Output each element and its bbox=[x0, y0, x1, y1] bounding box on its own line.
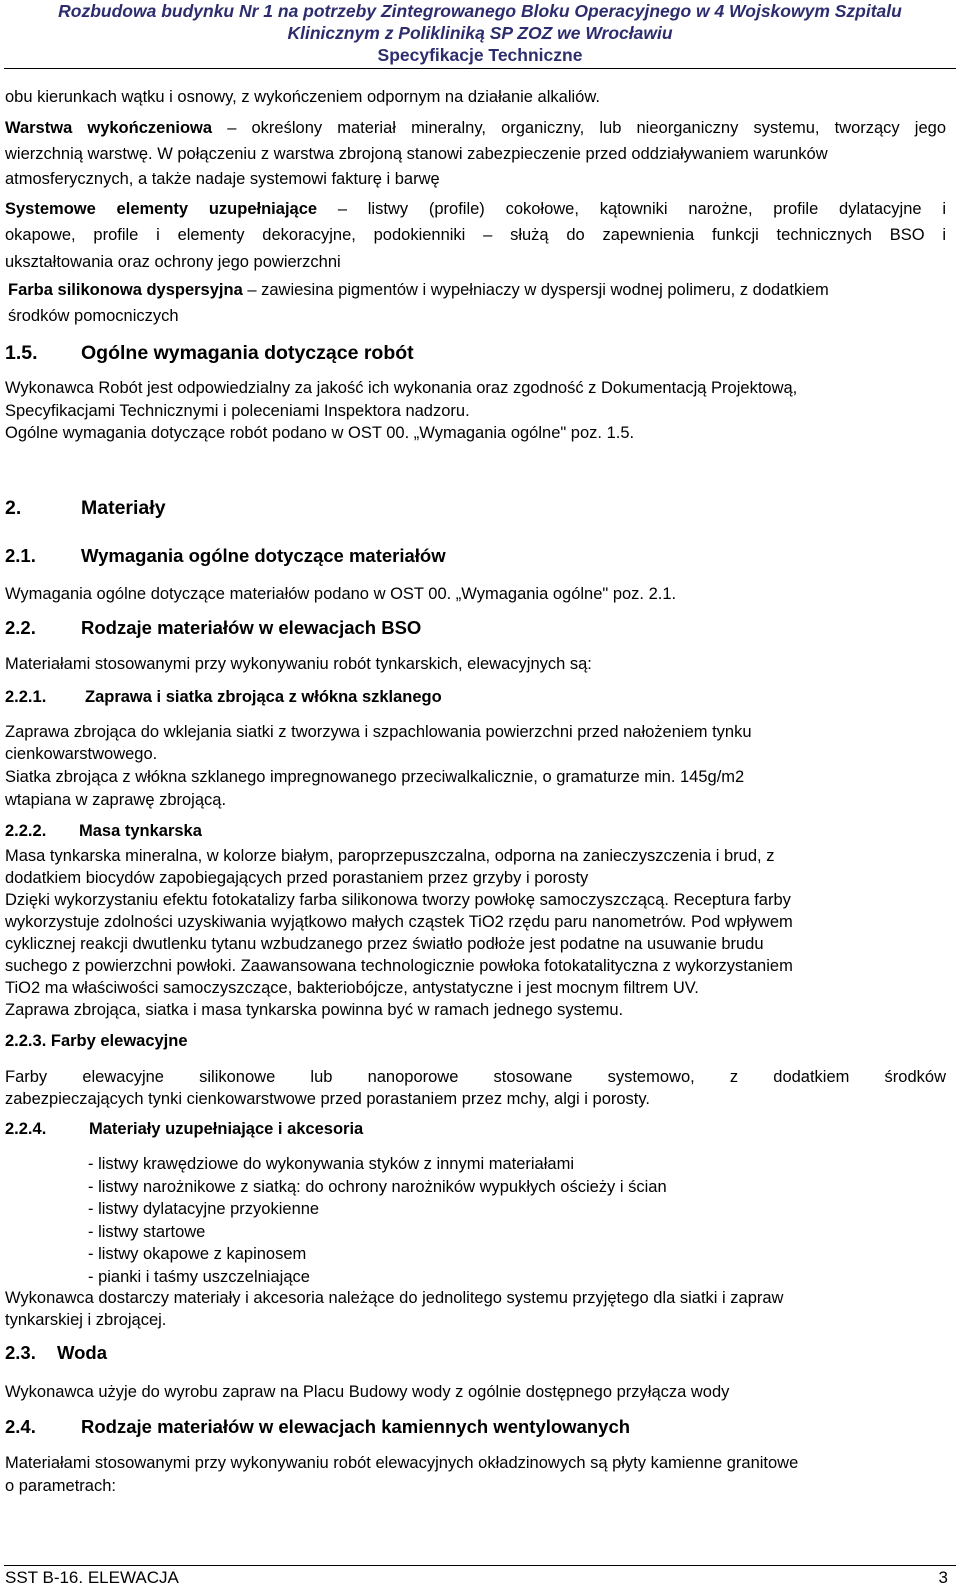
term: Systemowe elementy uzupełniające bbox=[5, 200, 318, 218]
section-number: 2.2.1. bbox=[5, 688, 47, 706]
list-item: - listwy okapowe z kapinosem bbox=[88, 1245, 307, 1263]
section-title: Masa tynkarska bbox=[79, 822, 202, 840]
list-item: - listwy krawędziowe do wykonywania styków z innymi materiałami bbox=[88, 1155, 574, 1173]
intro-line: obu kierunkach wątku i osnowy, z wykończeniem odpornym na działanie alkaliów. bbox=[5, 88, 600, 106]
definition-silicone-paint bbox=[8, 279, 829, 301]
section-title: Rodzaje materiałów w elewacjach kamiennych wentylowanych bbox=[81, 1416, 631, 1437]
paragraph-line: zabezpieczających tynki cienkowarstwowe przed porastaniem przez mchy, algi i porosty. bbox=[5, 1090, 650, 1108]
paragraph-line: Siatka zbrojąca z włókna szklanego impregnowanego przeciwalkalicznie, o gramaturze min. 145g/m2 bbox=[5, 768, 745, 786]
section-heading-2-2-3: 2.2.3. Farby elewacyjne bbox=[5, 1032, 188, 1050]
section-title: Wymagania ogólne dotyczące materiałów bbox=[81, 545, 446, 566]
section-number: 2.3. bbox=[5, 1342, 36, 1363]
section-number: 2.2.4. bbox=[5, 1120, 47, 1138]
paragraph-line: Farby elewacyjne silikonowe lub nanoporowe stosowane systemowo, z dodatkiem środków bbox=[5, 1068, 946, 1086]
term: Farba silikonowa dyspersyjna bbox=[8, 281, 243, 299]
section-heading-2-3 bbox=[5, 1342, 107, 1364]
section-heading-2-2-4 bbox=[5, 1120, 363, 1139]
list-item: - listwy startowe bbox=[88, 1222, 206, 1241]
section-heading-2 bbox=[5, 497, 166, 520]
accessories-list bbox=[88, 1153, 667, 1288]
paragraph-line: Ogólne wymagania dotyczące robót podano w OST 00. „Wymagania ogólne" poz. 1.5. bbox=[5, 424, 635, 442]
paragraph-line: cyklicznej reakcji dwutlenku tytanu wzbudzanego przez światło podłoże jest podatne na usuwanie brudu bbox=[5, 935, 764, 953]
section-title: Materiały uzupełniające i akcesoria bbox=[89, 1120, 364, 1138]
section-title: Ogólne wymagania dotyczące robót bbox=[81, 342, 414, 364]
paragraph-line: Wykonawca dostarczy materiały i akcesoria należące do jednolitego systemu przyjętego dla siatki i zapraw bbox=[5, 1289, 784, 1307]
paragraph-line: tynkarskiej i zbrojącej. bbox=[5, 1311, 167, 1329]
paragraph-line: suchego z powierzchni powłoki. Zaawansowana technologicznie powłoka fotokatalityczna z wykorzystaniem bbox=[5, 957, 793, 975]
footer-divider bbox=[4, 1565, 956, 1566]
paragraph-line: o parametrach: bbox=[5, 1477, 116, 1495]
footer-doc-code: SST B-16. ELEWACJA bbox=[5, 1568, 179, 1587]
section-heading-2-2-2 bbox=[5, 822, 202, 841]
definition-line: ukształtowania oraz ochrony jego powierzchni bbox=[5, 253, 341, 271]
section-number: 2.1. bbox=[5, 545, 36, 566]
definition-line: wierzchnią warstwę. W połączeniu z warstwa zbrojoną stanowi zabezpieczenie przed oddziaływaniem warunków bbox=[5, 145, 828, 163]
page-header bbox=[0, 0, 960, 66]
paragraph-line: TiO2 ma właściwości samoczyszczące, bakteriobójcze, antystatyczne i jest mocnym filtrem UV. bbox=[5, 979, 699, 997]
paragraph-line: Materiałami stosowanymi przy wykonywaniu robót elewacyjnych okładzinowych są płyty kamienne granitowe bbox=[5, 1454, 799, 1472]
definition-line: środków pomocniczych bbox=[8, 307, 179, 325]
section-number: 1.5. bbox=[5, 342, 38, 364]
section-number: 2.2. bbox=[5, 617, 36, 638]
definition-text: – określony materiał mineralny, organiczny, lub nieorganiczny systemu, tworzący jego bbox=[212, 119, 947, 137]
section-heading-2-4 bbox=[5, 1416, 630, 1438]
header-divider bbox=[4, 68, 956, 69]
header-project-line-1: Rozbudowa budynku Nr 1 na potrzeby Zintegrowanego Bloku Operacyjnego w 4 Wojskowym Szpitalu bbox=[58, 1, 902, 21]
section-title: Rodzaje materiałów w elewacjach BSO bbox=[81, 617, 422, 638]
page-footer bbox=[5, 1568, 948, 1588]
section-title: Woda bbox=[57, 1342, 108, 1363]
paragraph-line: Dzięki wykorzystaniu efektu fotokatalizy farba silikonowa tworzy powłokę samoczyszczącą. Receptura farby bbox=[5, 891, 791, 909]
definition-system-elements bbox=[5, 198, 946, 220]
page-number: 3 bbox=[938, 1568, 948, 1587]
list-item: - listwy narożnikowe z siatką: do ochrony narożników wypukłych ościeży i ścian bbox=[88, 1177, 667, 1196]
term: Warstwa wykończeniowa bbox=[5, 119, 213, 137]
section-title: Zaprawa i siatka zbrojąca z włókna szklanego bbox=[85, 688, 442, 706]
definition-text: – listwy (profile) cokołowe, kątowniki narożne, profile dylatacyjne i bbox=[317, 200, 946, 218]
paragraph-line: Materiałami stosowanymi przy wykonywaniu robót tynkarskich, elewacyjnych są: bbox=[5, 655, 592, 673]
section-heading-2-2-1 bbox=[5, 688, 442, 707]
paragraph-line: wykorzystuje zdolności uzyskiwania wyjątkowo małych cząstek TiO2 rzędu paru nanometrów. Pod wpływem bbox=[5, 913, 793, 931]
section-heading-1-5 bbox=[5, 342, 414, 365]
paragraph-line: wtapiana w zaprawę zbrojącą. bbox=[5, 791, 227, 809]
paragraph-line: Wykonawca użyje do wyrobu zapraw na Placu Budowy wody z ogólnie dostępnego przyłącza wody bbox=[5, 1383, 730, 1401]
header-doc-type: Specyfikacje Techniczne bbox=[377, 45, 583, 65]
paragraph-line: Wymagania ogólne dotyczące materiałów podano w OST 00. „Wymagania ogólne" poz. 2.1. bbox=[5, 585, 677, 603]
definition-line: okapowe, profile i elementy dekoracyjne, podokienniki – służą do zapewnienia funkcji technicznych BSO i bbox=[5, 226, 946, 244]
section-heading-2-2 bbox=[5, 617, 421, 639]
list-item: - pianki i taśmy uszczelniające bbox=[88, 1267, 310, 1286]
definition-text: – zawiesina pigmentów i wypełniaczy w dyspersji wodnej polimeru, z dodatkiem bbox=[242, 281, 829, 299]
paragraph-line: Zaprawa zbrojąca do wklejania siatki z tworzywa i szpachlowania powierzchni przed nałożeniem tynku bbox=[5, 723, 752, 741]
section-title: Materiały bbox=[81, 497, 166, 519]
section-number: 2.2.2. bbox=[5, 822, 47, 840]
paragraph-line: Specyfikacjami Technicznymi i poleceniami Inspektora nadzoru. bbox=[5, 402, 470, 420]
section-number: 2. bbox=[5, 497, 22, 519]
paragraph-line: cienkowarstwowego. bbox=[5, 745, 158, 763]
paragraph-line: Wykonawca Robót jest odpowiedzialny za jakość ich wykonania oraz zgodność z Dokumentacją Projektową, bbox=[5, 379, 798, 397]
section-number: 2.4. bbox=[5, 1416, 36, 1437]
paragraph-line: Zaprawa zbrojąca, siatka i masa tynkarska powinna być w ramach jednego systemu. bbox=[5, 1001, 624, 1019]
section-heading-2-1 bbox=[5, 545, 446, 567]
paragraph-line: dodatkiem biocydów zapobiegających przed porastaniem przez grzyby i porosty bbox=[5, 869, 589, 887]
header-project-line-2: Klinicznym z Polikliniką SP ZOZ we Wrocławiu bbox=[287, 23, 673, 43]
list-item: - listwy dylatacyjne przyokienne bbox=[88, 1200, 320, 1218]
paragraph-line: Masa tynkarska mineralna, w kolorze białym, paroprzepuszczalna, odporna na zanieczyszczenia i brud, z bbox=[5, 847, 775, 865]
definition-finish-layer bbox=[5, 117, 946, 139]
definition-line: atmosferycznych, a także nadaje systemowi fakturę i barwę bbox=[5, 170, 440, 188]
